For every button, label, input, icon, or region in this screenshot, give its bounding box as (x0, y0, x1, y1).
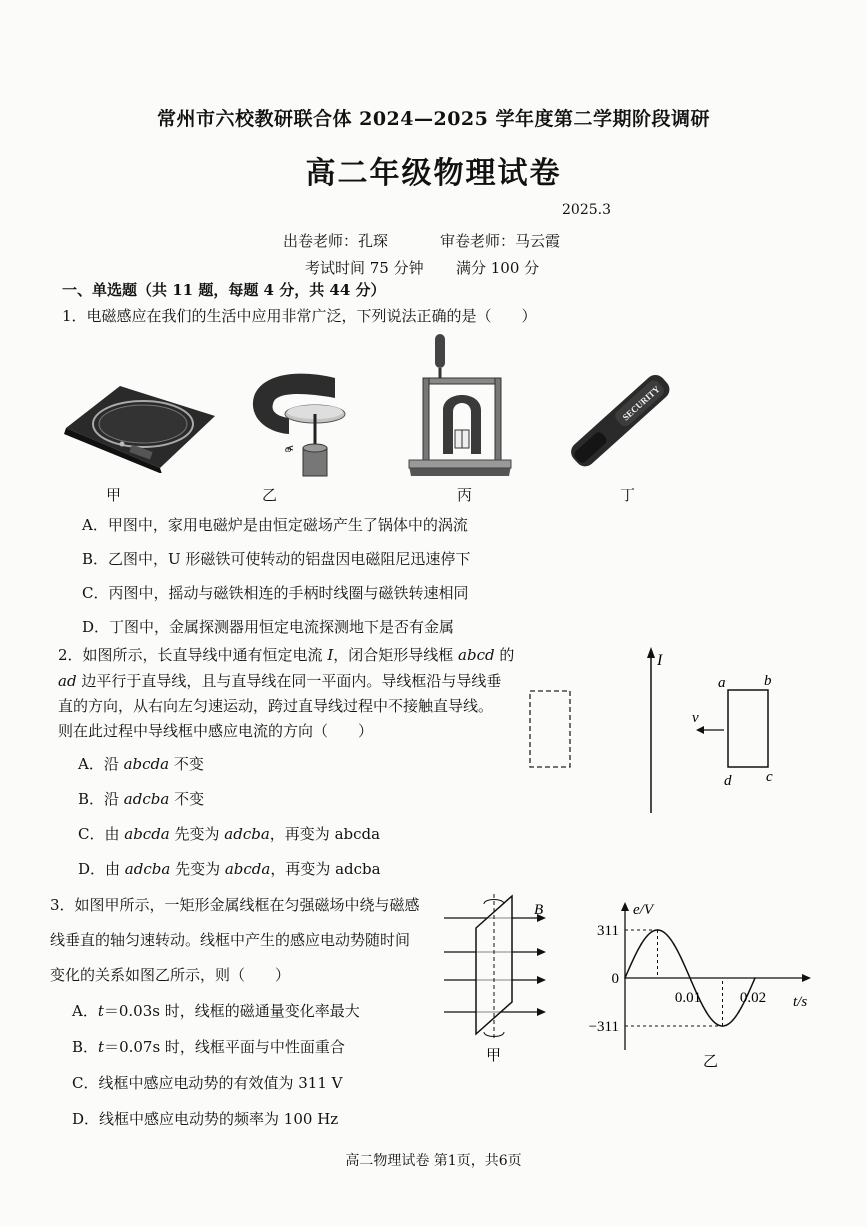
data-point (738, 1011, 740, 1013)
q3-line2: 线垂直的轴匀速转动。线框中产生的感应电动势随时间 (50, 931, 411, 949)
label-ding: 丁 (620, 486, 636, 504)
full-score: 满分 100 分 (456, 259, 540, 277)
label-jia: 甲 (106, 486, 122, 504)
q2-option-c: C．由 abcda 先变为 adcba，再变为 abcda (78, 825, 381, 843)
data-point (673, 943, 675, 945)
x-axis-label: t/s (793, 994, 808, 1010)
corner-d: d (724, 773, 732, 789)
data-point (640, 943, 642, 945)
u-magnet-disc-image (245, 362, 355, 482)
svg-text:ω: ω (285, 444, 292, 454)
q3-option-c: C．线框中感应电动势的有效值为 311 V (72, 1074, 343, 1092)
reviewer: 审卷老师：马云霞 (440, 232, 561, 250)
hand-crank-generator-image (405, 334, 515, 479)
q2-option-a: A．沿 abcda 不变 (78, 755, 204, 773)
y-tick-label: 0 (611, 971, 619, 987)
q3-option-b: B．t＝0.07s 时，线框平面与中性面重合 (72, 1038, 345, 1056)
corner-b: b (764, 673, 772, 689)
q3-option-d: D．线框中感应电动势的频率为 100 Hz (72, 1110, 339, 1128)
page-footer: 高二物理试卷 第1页，共6页 (345, 1153, 522, 1169)
q1-option-d: D．丁图中，金属探测器用恒定电流探测地下是否有金属 (82, 618, 455, 636)
data-point (689, 977, 691, 979)
detector-label: SECURITY (620, 383, 662, 423)
label-yi: 乙 (262, 486, 278, 504)
data-point (754, 977, 756, 979)
school-title: 常州市六校教研联合体 2024—2025 学年度第二学期阶段调研 (157, 108, 710, 130)
induction-cooker-image (60, 378, 220, 473)
q2-line3: 直的方向，从右向左匀速运动，跨过直导线过程中不接触直导线。 (58, 697, 494, 715)
exam-title: 高二年级物理试卷 (305, 156, 562, 191)
q1-option-a: A．甲图中，家用电磁炉是由恒定磁场产生了锅体中的涡流 (82, 516, 468, 534)
q3-fig-jia (440, 890, 560, 1070)
section-heading: 一、单选题（共 11 题，每题 4 分，共 44 分） (62, 281, 386, 299)
q2-figure (520, 645, 800, 820)
wire-frame (728, 690, 768, 767)
q2-option-d: D．由 adcba 先变为 abcda，再变为 adcba (78, 860, 381, 878)
q3-fig-yi (575, 890, 820, 1075)
fig-jia-label: 甲 (486, 1048, 502, 1064)
y-tick-label: 311 (597, 923, 619, 939)
x-tick-label: 0.01 (674, 990, 702, 1006)
q1-stem: 1．电磁感应在我们的生活中应用非常广泛，下列说法正确的是（ ） (62, 307, 537, 325)
q2-line1: 2．如图所示，长直导线中通有恒定电流 I，闭合矩形导线框 abcd 的 (58, 646, 515, 664)
exam-date: 2025.3 (562, 202, 611, 218)
q3-option-a: A．t＝0.03s 时，线框的磁通量变化率最大 (72, 1002, 360, 1020)
q2-line4: 则在此过程中导线框中感应电流的方向（ ） (58, 722, 374, 740)
q3-line1: 3．如图甲所示，一矩形金属线框在匀强磁场中绕与磁感 (50, 896, 420, 914)
author: 出卷老师：孔琛 (283, 232, 389, 250)
q3-line3: 变化的关系如图乙所示，则（ ） (50, 966, 291, 984)
q1-option-b: B．乙图中，U 形磁铁可使转动的铝盘因电磁阻尼迅速停下 (82, 550, 471, 568)
data-point (624, 977, 626, 979)
corner-c: c (766, 769, 773, 785)
y-tick-label: −311 (588, 1019, 619, 1035)
velocity-label: v (692, 710, 699, 726)
dashed-frame (530, 691, 570, 767)
data-point (705, 1011, 707, 1013)
q1-option-c: C．丙图中，摇动与磁铁相连的手柄时线圈与磁铁转速相同 (82, 584, 469, 602)
q2-option-b: B．沿 adcba 不变 (78, 790, 205, 808)
corner-a: a (718, 675, 726, 691)
current-label: I (657, 652, 663, 669)
q2-line2: ad 边平行于直导线，且与直导线在同一平面内。导线框沿与导线垂 (58, 672, 502, 690)
time-limit: 考试时间 75 分钟 (305, 259, 424, 277)
field-label: B (534, 902, 544, 918)
x-tick-label: 0.02 (739, 990, 767, 1006)
fig-yi-label: 乙 (703, 1054, 719, 1070)
current-arrow (647, 647, 655, 658)
y-axis-label: e/V (633, 902, 653, 918)
label-bing: 丙 (457, 486, 473, 504)
metal-detector-image (552, 363, 690, 478)
